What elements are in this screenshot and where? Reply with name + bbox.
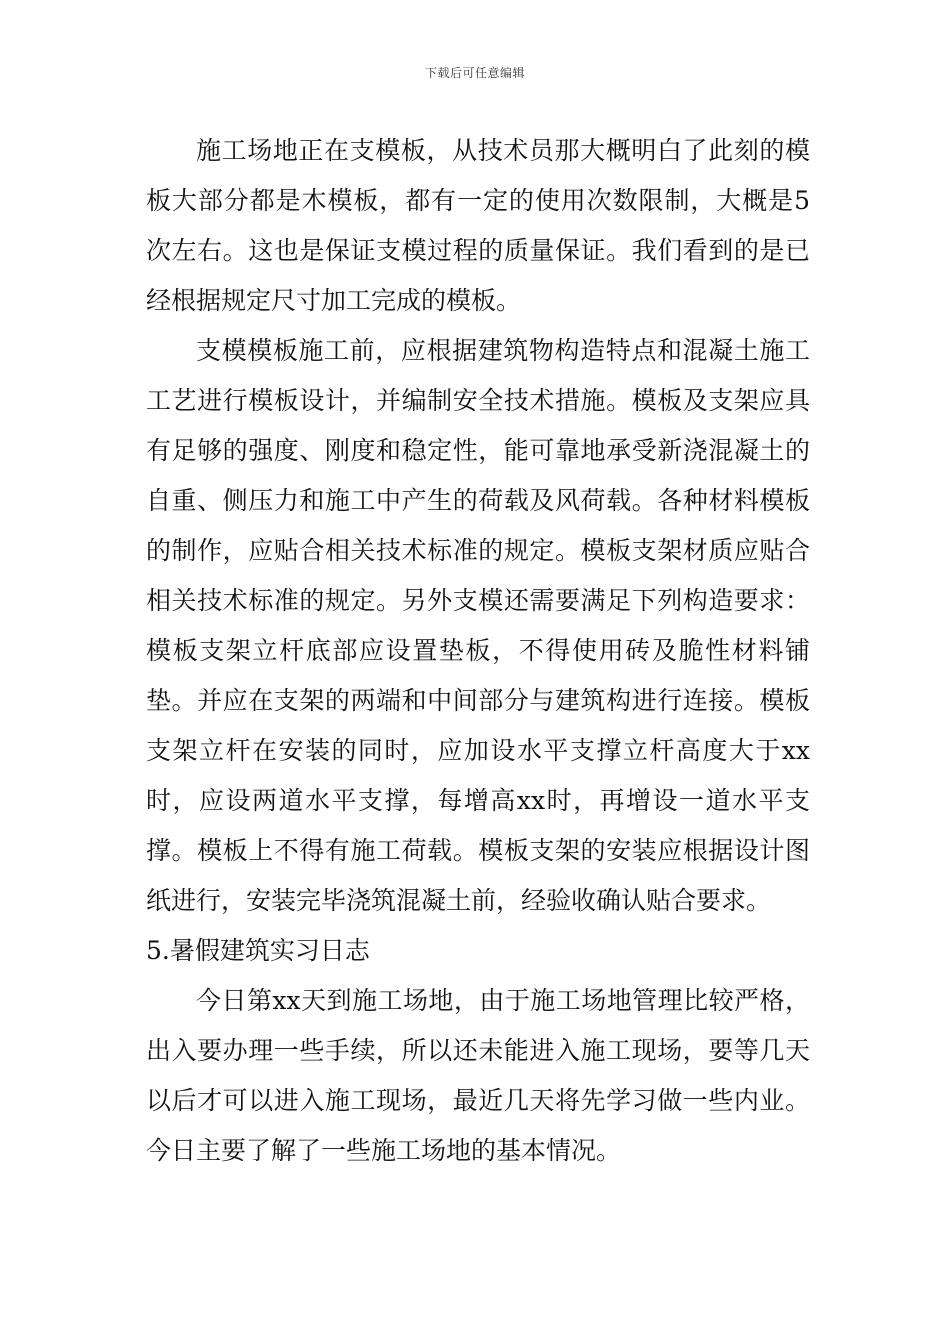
section-heading: 5.暑假建筑实习日志 — [146, 936, 370, 965]
page-header: 下载后可任意编辑 — [424, 66, 525, 80]
document-body — [146, 126, 810, 1176]
paragraph-formwork-site: 施工场地正在支模板，从技术员那大概明白了此刻的模板大部分都是木模板，都有一定的使用次数限制，大概是5次左右。这也是保证支模过程的质量保证。我们看到的是已经根据规定尺寸加工完成的模板。 — [146, 136, 810, 315]
paragraph-internship-log: 今日第xx天到施工场地，由于施工场地管理比较严格，出入要办理一些手续，所以还未能进入施工现场，要等几天以后才可以进入施工现场，最近几天将先学习做一些内业。今日主要了解了一些施工场地的基本情况。 — [146, 986, 810, 1165]
paragraph-formwork-requirements: 支模模板施工前，应根据建筑物构造特点和混凝土施工工艺进行模板设计，并编制安全技术措施。模板及支架应具有足够的强度、刚度和稳定性，能可靠地承受新浇混凝土的自重、侧压力和施工中产生的荷载及风荷载。各种材料模板的制作，应贴合相关技术标准的规定。模板支架材质应贴合相关技术标准的规定。另外支模还需要满足下列构造要求：模板支架立杆底部应设置垫板，不得使用砖及脆性材料铺垫。并应在支架的两端和中间部分与建筑构进行连接。模板支架立杆在安装的同时，应加设水平支撑立杆高度大于xx时，应设两道水平支撑，每增高xx时，再增设一道水平支撑。模板上不得有施工荷载。模板支架的安装应根据设计图纸进行，安装完毕浇筑混凝土前，经验收确认贴合要求。 — [146, 336, 810, 915]
